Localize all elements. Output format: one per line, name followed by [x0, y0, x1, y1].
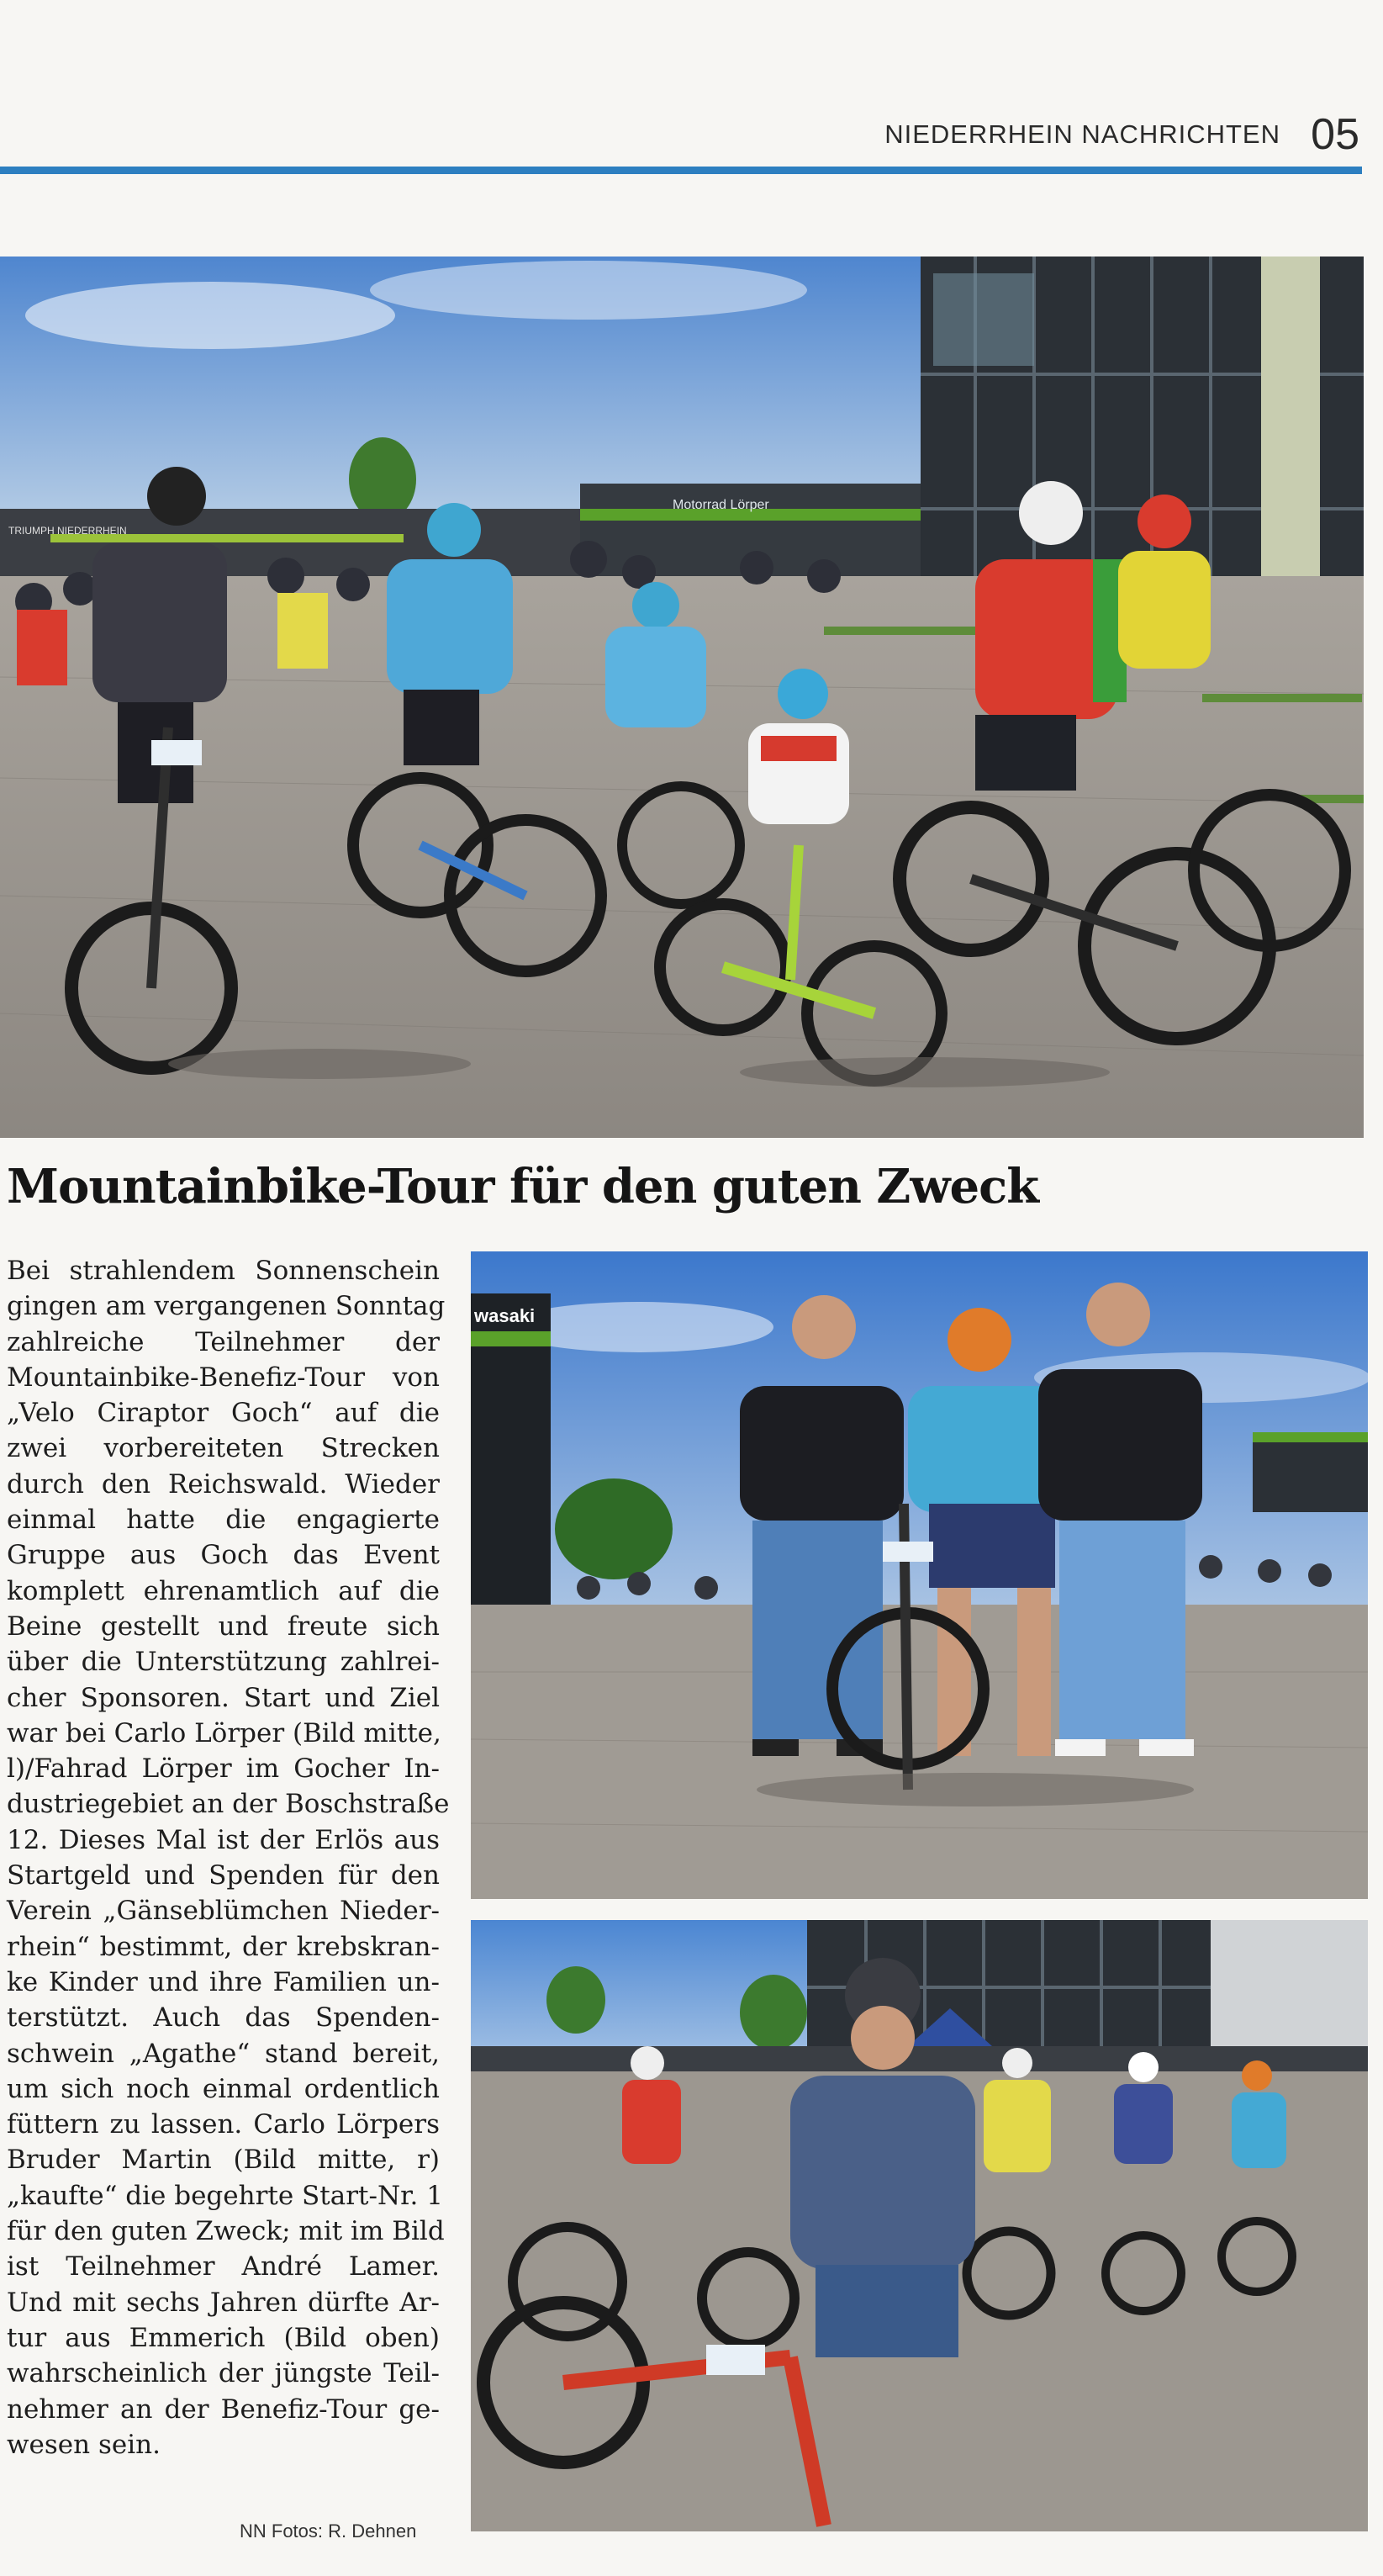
sign-wasaki: wasaki [474, 1305, 536, 1326]
header-divider [0, 167, 1362, 174]
body-line: Startgeld und Spenden für den [7, 1860, 440, 1891]
body-line: dustriegebiet an der Boschstraße [7, 1789, 450, 1820]
body-line: l)/Fahrad Lörper im Gocher In- [7, 1753, 440, 1785]
section-title: NIEDERRHEIN NACHRICHTEN [884, 119, 1280, 149]
body-line: ist Teilnehmer André Lamer. [7, 2251, 440, 2282]
body-line: cher Sponsoren. Start und Ziel [7, 1682, 440, 1713]
body-line: ke Kinder und ihre Familien un- [7, 1966, 440, 1997]
body-line: Verein „Gänseblümchen Nieder- [7, 1896, 440, 1927]
sign-triumph: TRIUMPH NIEDERRHEIN [8, 525, 127, 537]
sign-motorrad: Motorrad Lörper [673, 498, 769, 512]
page-header [0, 0, 1383, 193]
body-line: durch den Reichswald. Wieder [7, 1468, 440, 1500]
body-line: Beine gestellt und freute sich [7, 1611, 440, 1642]
body-line: für den guten Zweck; mit im Bild [7, 2216, 445, 2247]
body-line: schwein „Agathe“ stand bereit, [7, 2038, 440, 2069]
bottom-photo [471, 1920, 1368, 2531]
body-line: Und mit sechs Jahren dürfte Ar- [7, 2287, 440, 2318]
article-headline: Mountainbike-Tour für den guten Zweck [7, 1159, 1039, 1214]
body-line: füttern zu lassen. Carlo Lörpers [7, 2109, 440, 2140]
top-photo [0, 257, 1364, 1138]
body-line: tur aus Emmerich (Bild oben) [7, 2322, 440, 2353]
middle-photo [471, 1251, 1368, 1899]
body-line: terstützt. Auch das Spenden- [7, 2002, 440, 2034]
body-line: einmal hatte die engagierte [7, 1505, 440, 1536]
article-body [7, 1253, 450, 2462]
body-line: „kaufte“ die begehrte Start-Nr. 1 [7, 2180, 443, 2211]
body-line: nehmer an der Benefiz-Tour ge- [7, 2394, 440, 2425]
body-line: Bruder Martin (Bild mitte, r) [7, 2145, 440, 2176]
body-line: um sich noch einmal ordentlich [7, 2073, 440, 2104]
body-line: Gruppe aus Goch das Event [7, 1540, 440, 1571]
body-line: komplett ehrenamtlich auf die [7, 1575, 440, 1606]
body-line: 12. Dieses Mal ist der Erlös aus [7, 1824, 440, 1855]
body-line: über die Unterstützung zahlrei- [7, 1647, 440, 1678]
body-line: zahlreiche Teilnehmer der [7, 1326, 440, 1357]
page-number: 05 [1311, 110, 1359, 159]
body-line: gingen am vergangenen Sonntag [7, 1291, 446, 1322]
body-line: wahrscheinlich der jüngste Teil- [7, 2358, 440, 2389]
body-line: war bei Carlo Lörper (Bild mitte, [7, 1717, 441, 1748]
body-line: zwei vorbereiteten Strecken [7, 1433, 440, 1464]
photo-credit: NN Fotos: R. Dehnen [240, 2520, 417, 2542]
body-line: „Velo Ciraptor Goch“ auf die [7, 1398, 440, 1429]
body-line: wesen sein. [7, 2429, 161, 2460]
body-line: Bei strahlendem Sonnenschein [7, 1256, 440, 1286]
body-line: Mountainbike-Benefiz-Tour von [7, 1362, 440, 1393]
body-line: rhein“ bestimmt, der krebskran- [7, 1931, 440, 1962]
